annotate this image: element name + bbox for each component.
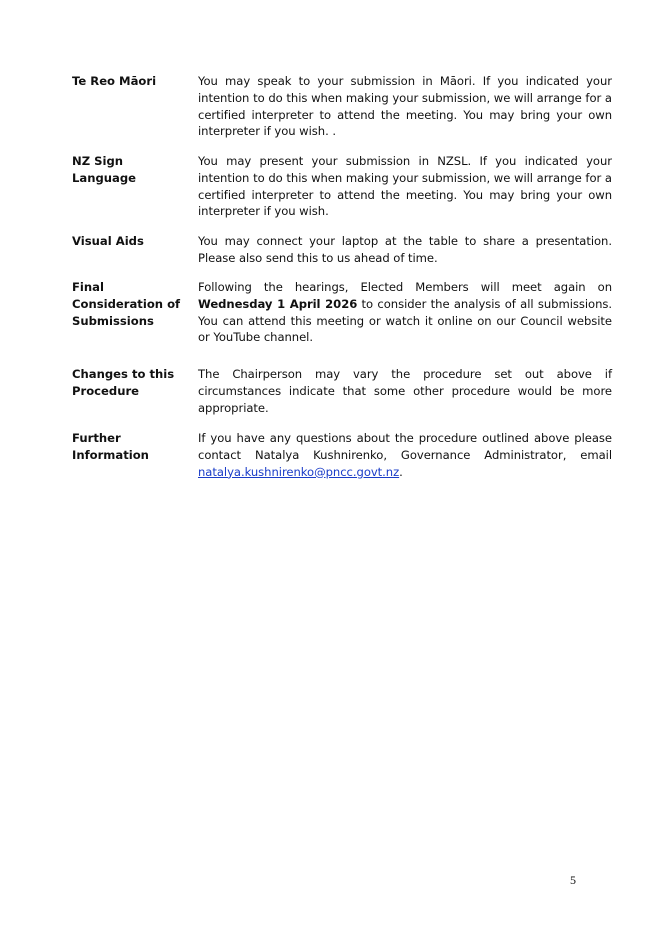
section-label: NZ Sign Language bbox=[72, 154, 137, 185]
section-text-end: . bbox=[399, 464, 403, 479]
section-text: You may connect your laptop at the table to share a presentation. Please also send this to us ahead of time. bbox=[198, 234, 612, 265]
section-label: Visual Aids bbox=[72, 234, 144, 248]
section-label: Further Information bbox=[72, 431, 149, 462]
section-text: The Chairperson may vary the procedure set out above if circumstances indicate that some other procedure would be more appropriate. bbox=[198, 367, 612, 415]
section-label: Final Consideration of Submissions bbox=[72, 280, 181, 328]
section-text-start: If you have any questions about the procedure outlined above please contact Natalya Kushnirenko, Governance Administrator, email bbox=[198, 431, 612, 462]
meeting-date: Wednesday 1 April 2026 bbox=[198, 296, 358, 311]
section-text bbox=[198, 279, 612, 346]
section-label: Te Reo Māori bbox=[72, 74, 157, 88]
section-text: You may speak to your submission in Māori. If you indicated your intention to do this when making your submission, we will arrange for a certified interpreter to attend the meeting. You may bring your own interpreter if you wish. . bbox=[198, 74, 612, 139]
section-text-start: Following the hearings, Elected Members will meet again on bbox=[198, 280, 612, 294]
page-number: 5 bbox=[570, 873, 576, 887]
section-text: You may present your submission in NZSL. If you indicated your intention to do this when making your submission, we will arrange for a certified interpreter to attend the meeting. You may bring your own interpreter if you wish. bbox=[198, 154, 612, 219]
email-link[interactable]: natalya.kushnirenko@pncc.govt.nz bbox=[198, 464, 400, 479]
section-text-end: to consider the analysis of all submissions. You can attend this meeting or watch it online on our Council website or YouTube channel. bbox=[198, 296, 612, 345]
section-text bbox=[198, 430, 612, 480]
section-label: Changes to this Procedure bbox=[72, 367, 175, 398]
